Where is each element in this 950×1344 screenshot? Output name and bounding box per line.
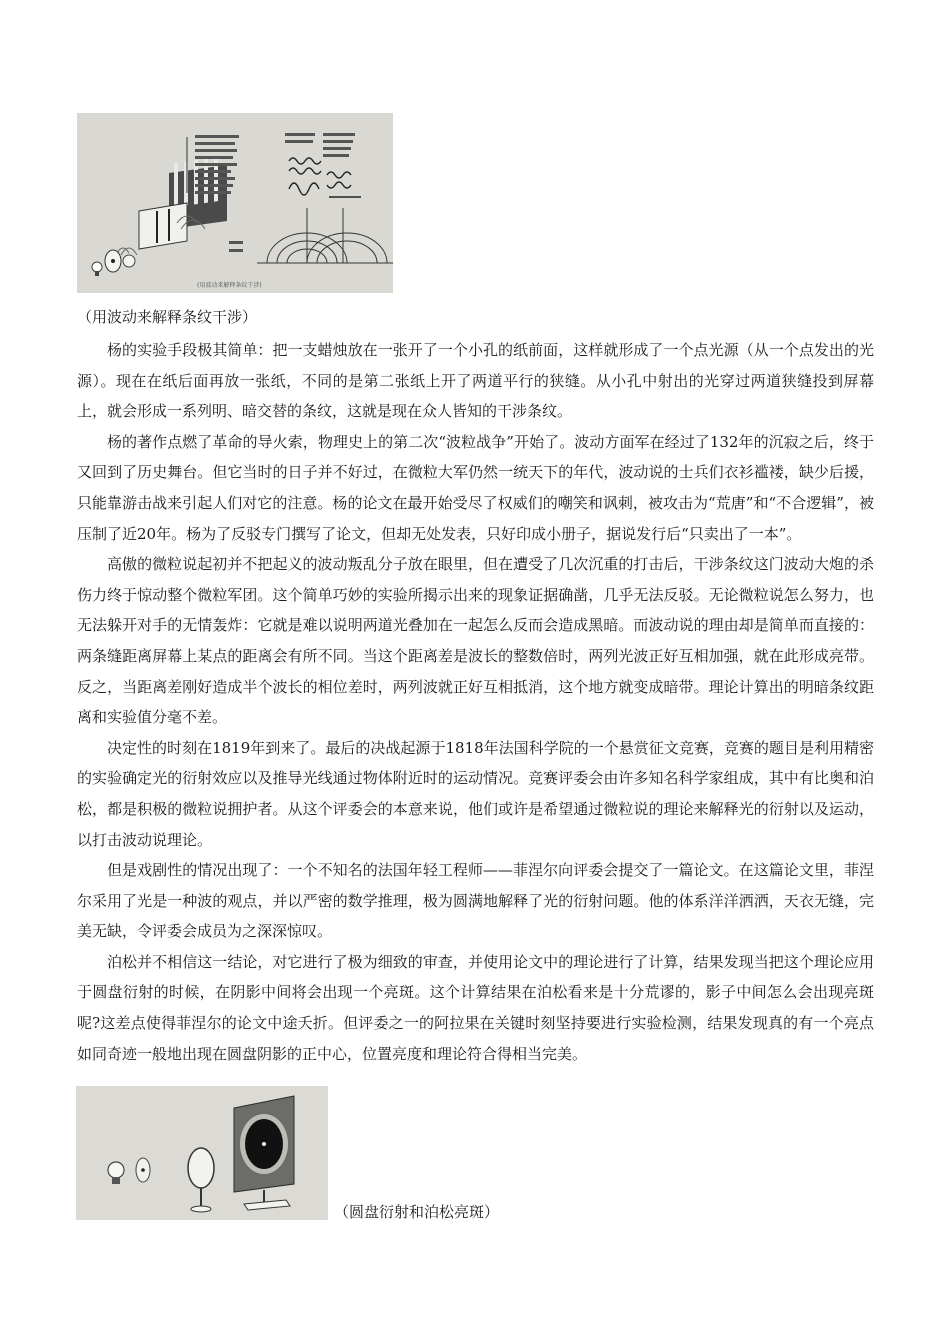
paragraph: 杨的著作点燃了革命的导火索，物理史上的第二次“波粒战争”开始了。波动方面军在经过了132年的沉寂之后，终于又回到了历史舞台。但它当时的日子并不好过，在微粒大军仍然一统天下的年代，波动说的士兵们衣衫褴褛，缺少后援，只能靠游击战来引起人们对它的注意。杨的论文在最开始受尽了权威们的嘲笑和讽刺，被攻击为“荒唐”和“不合逻辑”，被压制了近20年。杨为了反驳专门撰写了论文，但却无处发表，只好印成小册子，据说发行后“只卖出了一本”。	[77, 432, 874, 543]
paragraph: 杨的实验手段极其简单：把一支蜡烛放在一张开了一个小孔的纸前面，这样就形成了一个点光源（从一个点发出的光源）。现在在纸后面再放一张纸，不同的是第二张纸上开了两道平行的狭缝。从小孔中射出的光穿过两道狭缝投到屏幕上，就会形成一系列明、暗交替的条纹，这就是现在众人皆知的干涉条纹。	[77, 341, 874, 421]
article-body	[77, 335, 874, 1069]
poisson-spot-illustration	[76, 1086, 328, 1220]
paragraph: 但是戏剧性的情况出现了：一个不知名的法国年轻工程师——菲涅尔向评委会提交了一篇论文。在这篇论文里，菲涅尔采用了光是一种波的观点，并以严密的数学推理，极为圆满地解释了光的衍射问题。他的体系洋洋洒洒，天衣无缝，完美无缺，令评委会成员为之深深惊叹。	[77, 861, 874, 941]
paragraph: 决定性的时刻在1819年到来了。最后的决战起源于1818年法国科学院的一个悬赏征文竞赛，竞赛的题目是利用精密的实验确定光的衍射效应以及推导光线通过物体附近时的运动情况。竞赛评委会由许多知名科学家组成，其中有比奥和泊松，都是积极的微粒说拥护者。从这个评委会的本意来说，他们或许是希望通过微粒说的理论来解释光的衍射以及运动，以打击波动说理论。	[77, 738, 874, 849]
figure2-caption: （圆盘衍射和泊松亮斑）	[334, 1203, 500, 1221]
interference-illustration	[77, 113, 393, 293]
poisson-spot-figure	[76, 1086, 328, 1220]
interference-figure	[77, 113, 393, 293]
paragraph: 高傲的微粒说起初并不把起义的波动叛乱分子放在眼里，但在遭受了几次沉重的打击后，干涉条纹这门波动大炮的杀伤力终于惊动整个微粒军团。这个简单巧妙的实验所揭示出来的现象证据确凿，几乎无法反驳。无论微粒说怎么努力，也无法躲开对手的无情轰炸：它就是难以说明两道光叠加在一起怎么反而会造成黑暗。而波动说的理由却是简单而直接的：两条缝距离屏幕上某点的距离会有所不同。当这个距离差是波长的整数倍时，两列光波正好互相加强，就在此形成亮带。反之，当距离差刚好造成半个波长的相位差时，两列波就正好互相抵消，这个地方就变成暗带。理论计算出的明暗条纹距离和实验值分毫不差。	[77, 555, 874, 727]
figure1-inner-caption: (用波动来解释条纹干涉)	[197, 282, 262, 289]
paragraph: 泊松并不相信这一结论，对它进行了极为细致的审查，并使用论文中的理论进行了计算，结果发现当把这个理论应用于圆盘衍射的时候，在阴影中间将会出现一个亮斑。这个计算结果在泊松看来是十分荒谬的，影子中间怎么会出现亮斑呢?这差点使得菲涅尔的论文中途夭折。但评委之一的阿拉果在关键时刻坚持要进行实验检测，结果发现真的有一个亮点如同奇迹一般地出现在圆盘阴影的正中心，位置亮度和理论符合得相当完美。	[77, 952, 874, 1063]
figure1-caption: （用波动来解释条纹干涉）	[77, 308, 258, 326]
